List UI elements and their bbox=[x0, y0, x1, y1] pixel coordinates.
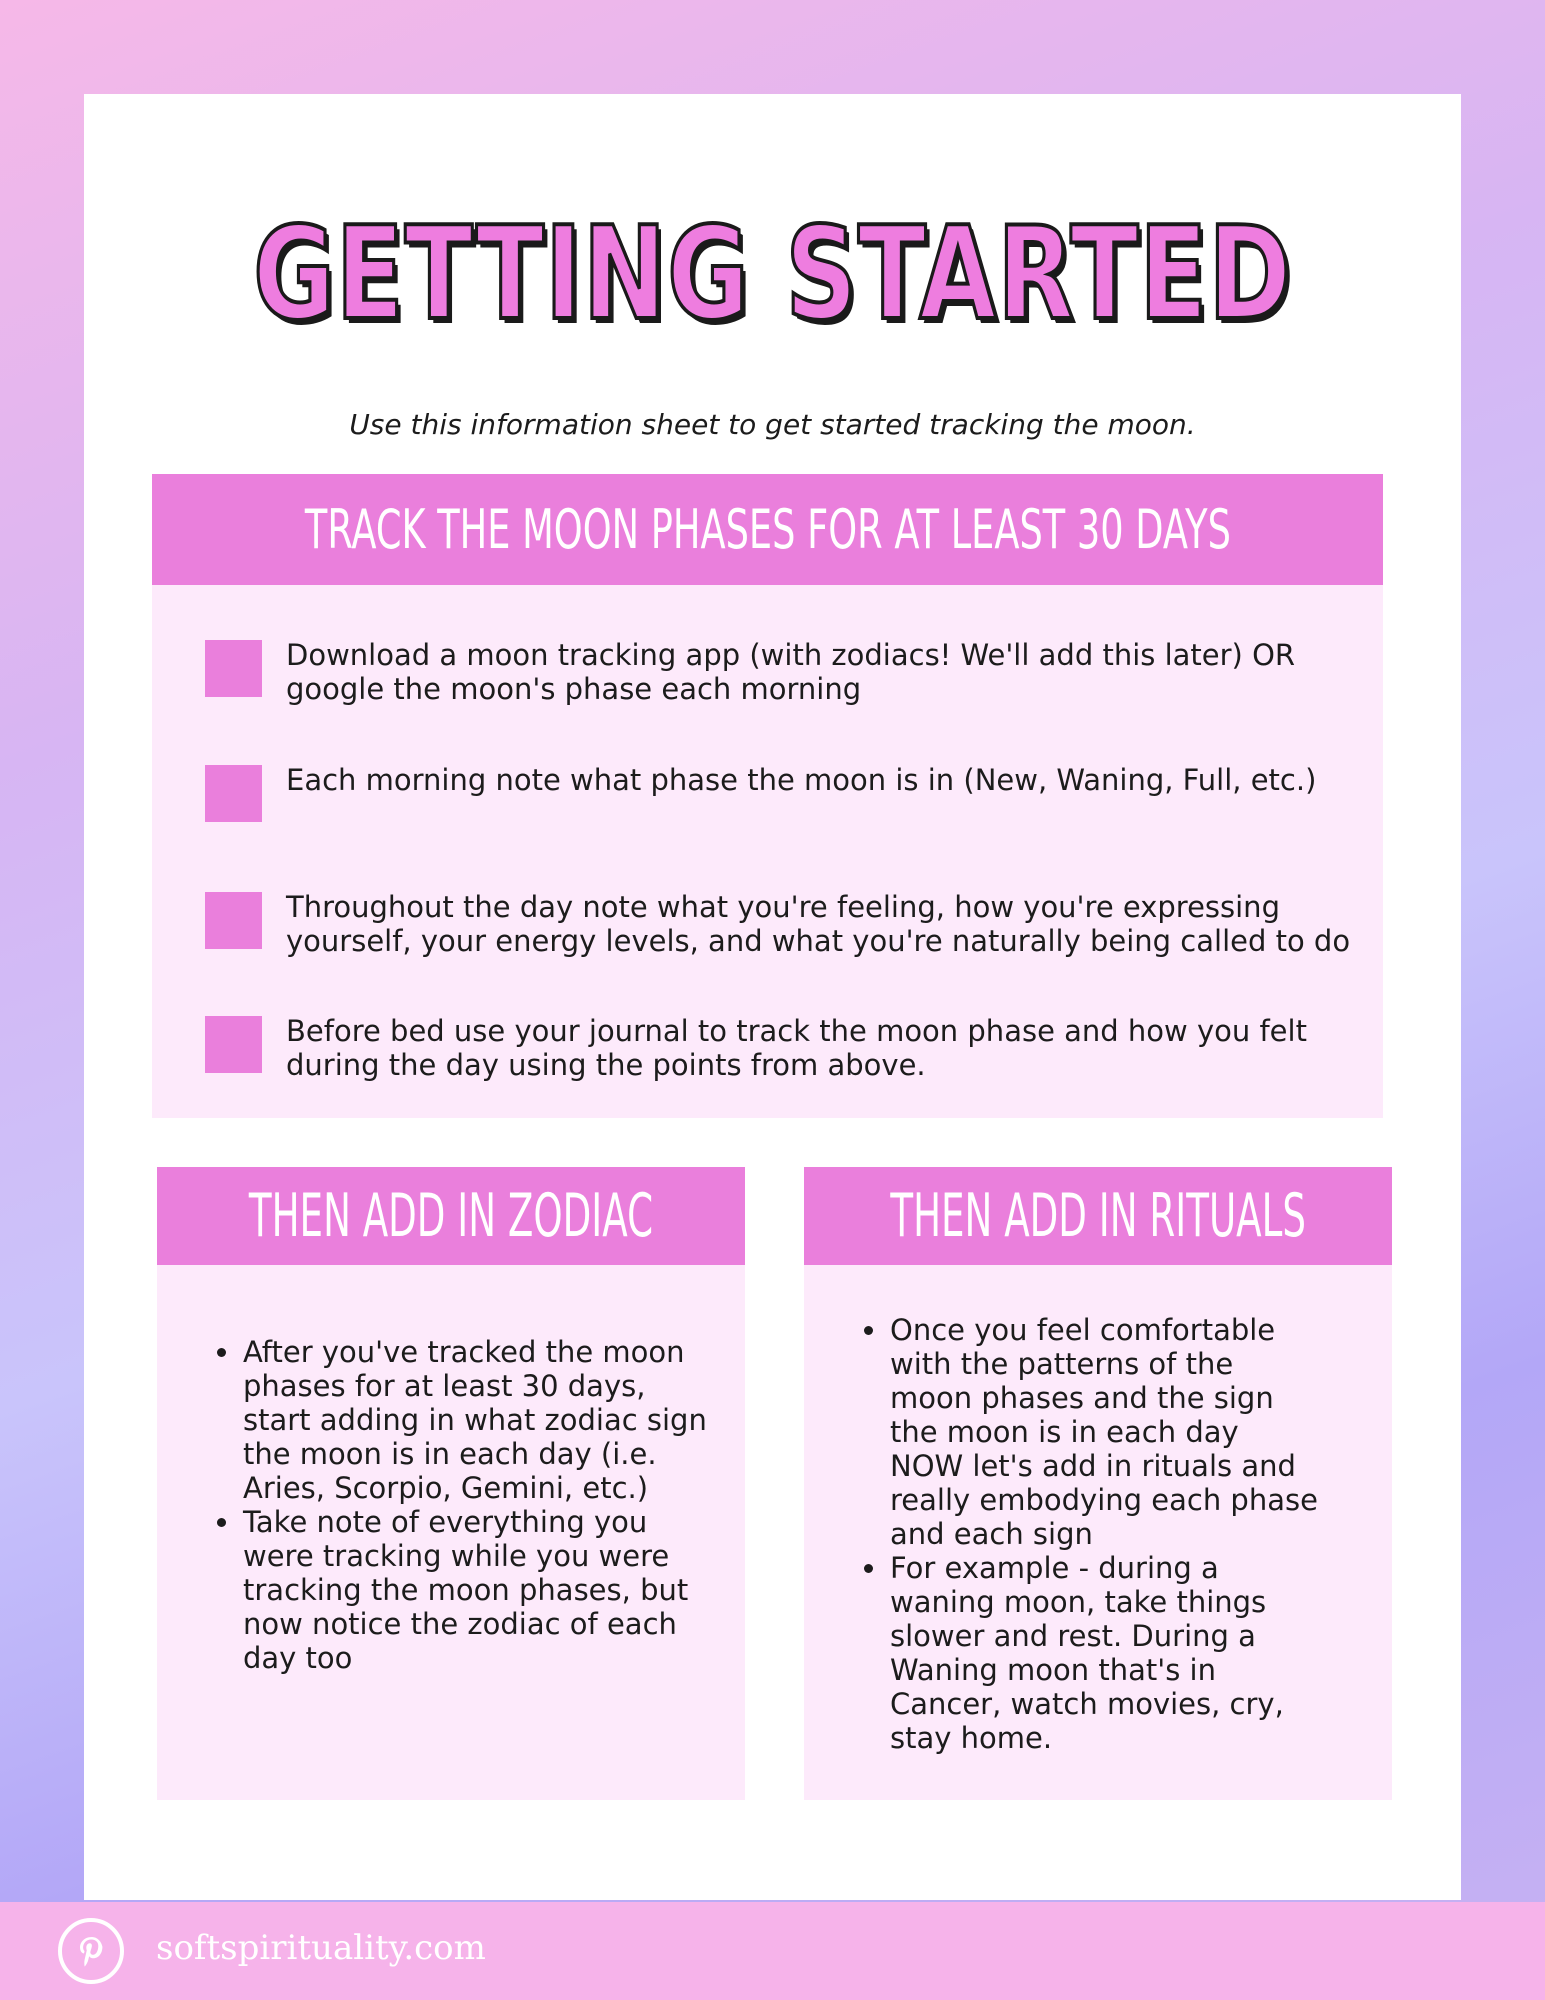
rituals-heading-band bbox=[804, 1167, 1392, 1265]
task-item bbox=[152, 765, 1356, 822]
list-item: After you've tracked the moon phases for at least 30 days, start adding in what zodiac sign the moon is in each day (i.e. Aries, Scorpio, Gemini, etc.) bbox=[243, 1335, 713, 1505]
task-item bbox=[152, 640, 1356, 706]
track-heading: TRACK THE MOON PHASES FOR AT LEAST 30 DAYS bbox=[304, 498, 1231, 561]
footer-url[interactable]: softspirituality.com bbox=[156, 1928, 486, 1968]
pinterest-icon[interactable] bbox=[58, 1918, 124, 1984]
task-text: Before bed use your journal to track the moon phase and how you felt during the day using the points from above. bbox=[286, 1014, 1307, 1082]
task-item bbox=[152, 1016, 1356, 1082]
task-text: Download a moon tracking app (with zodiacs! We'll add this later) OR google the moon's phase each morning bbox=[286, 638, 1296, 706]
task-text: Throughout the day note what you're feeling, how you're expressing yourself, your energy levels, and what you're naturally being called to do bbox=[286, 890, 1351, 958]
task-text: Each morning note what phase the moon is in (New, Waning, Full, etc.) bbox=[286, 763, 1317, 797]
task-checkbox[interactable] bbox=[205, 1016, 262, 1073]
task-item bbox=[152, 892, 1356, 958]
task-checkbox[interactable] bbox=[205, 892, 262, 949]
track-panel bbox=[152, 585, 1383, 1118]
task-checkbox[interactable] bbox=[205, 640, 262, 697]
page-title: GETTING STARTED bbox=[253, 200, 1292, 349]
zodiac-bullet-list bbox=[207, 1335, 713, 1675]
zodiac-heading-band bbox=[157, 1167, 745, 1265]
rituals-bullet-list bbox=[854, 1313, 1320, 1755]
track-heading-band bbox=[152, 474, 1383, 585]
page-subtitle: Use this information sheet to get started tracking the moon. bbox=[349, 408, 1196, 441]
list-item: For example - during a waning moon, take things slower and rest. During a Waning moon that's in Cancer, watch movies, cry, stay home. bbox=[890, 1551, 1320, 1755]
zodiac-panel bbox=[157, 1265, 745, 1800]
rituals-heading: THEN ADD IN RITUALS bbox=[890, 1181, 1306, 1251]
task-checkbox[interactable] bbox=[205, 765, 262, 822]
zodiac-heading: THEN ADD IN ZODIAC bbox=[248, 1181, 654, 1251]
rituals-panel bbox=[804, 1265, 1392, 1800]
list-item: Take note of everything you were tracking while you were tracking the moon phases, but now notice the zodiac of each day too bbox=[243, 1505, 713, 1675]
list-item: Once you feel comfortable with the patterns of the moon phases and the sign the moon is in each day NOW let's add in rituals and really embodying each phase and each sign bbox=[890, 1313, 1320, 1551]
